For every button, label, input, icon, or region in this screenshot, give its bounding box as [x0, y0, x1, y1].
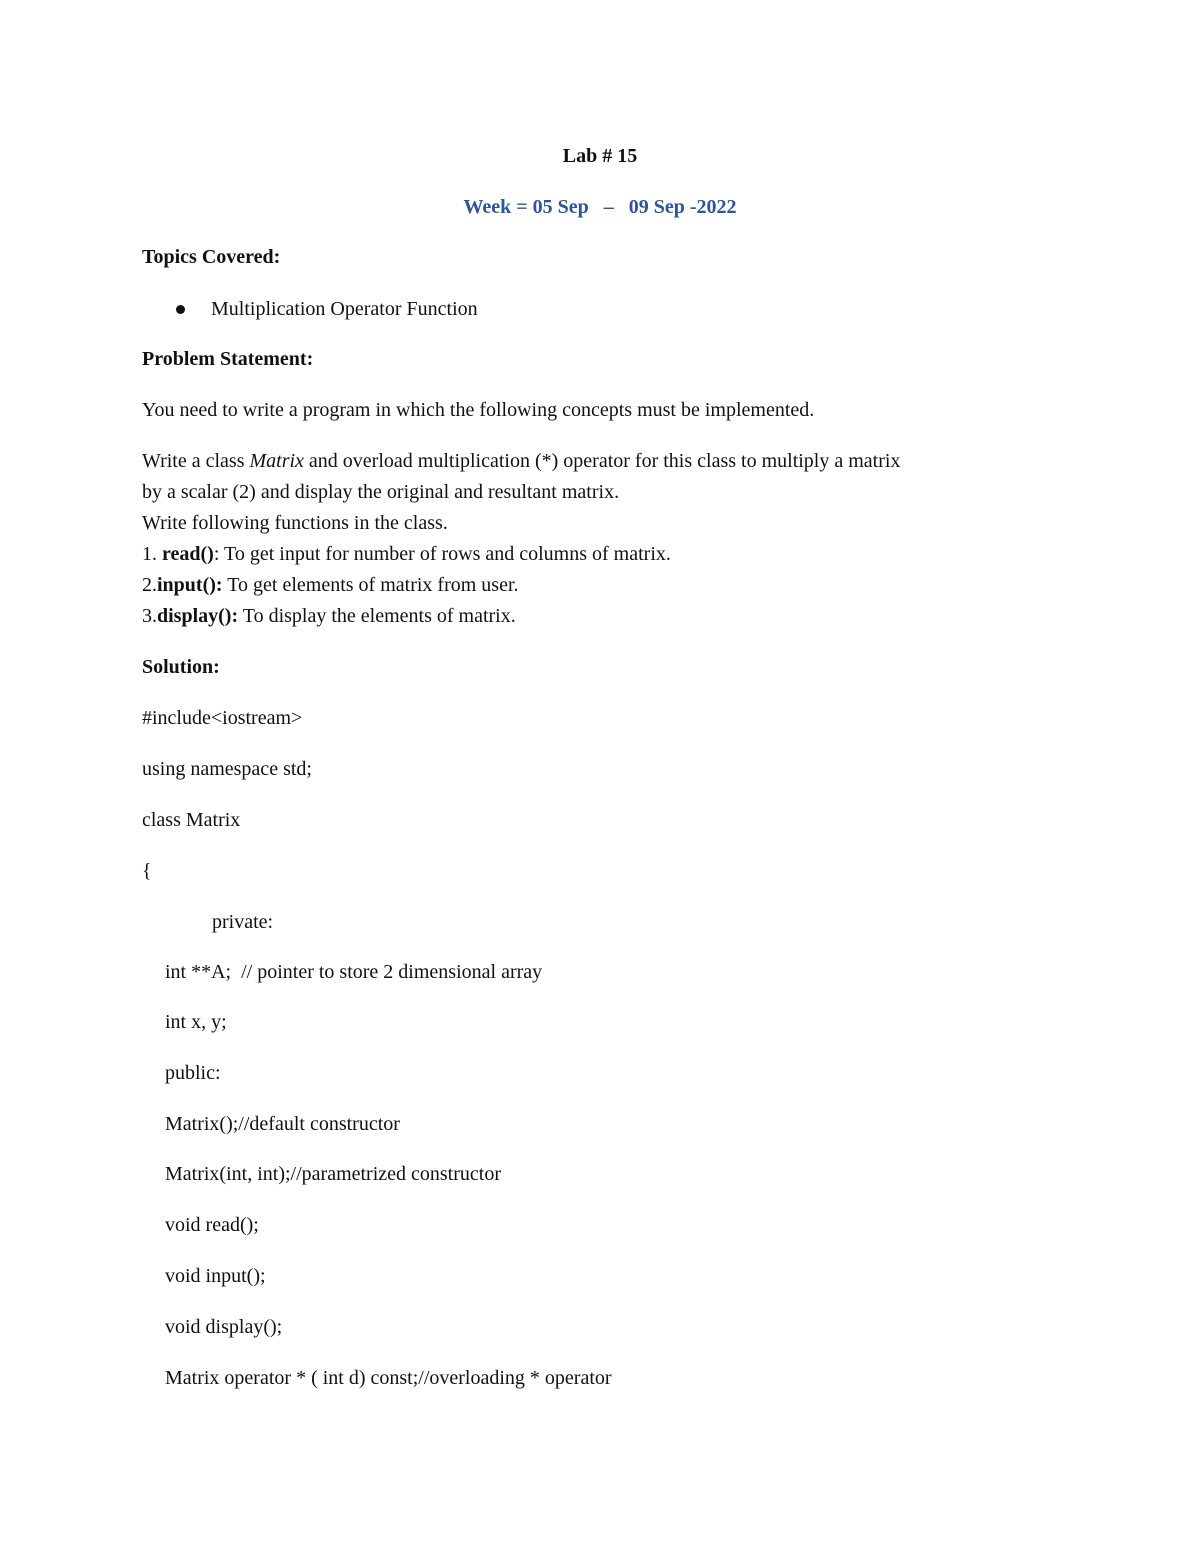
- function-name: input():: [157, 574, 223, 596]
- week-range: Week = 05 Sep – 09 Sep -2022: [463, 196, 737, 218]
- code-line: void display();: [165, 1316, 283, 1338]
- problem-description: [142, 449, 900, 473]
- function-name: read(): [162, 543, 214, 565]
- function-item: [142, 573, 519, 597]
- code-line: Matrix();//default constructor: [165, 1113, 400, 1135]
- function-text: To display the elements of matrix.: [238, 605, 516, 627]
- code-line: Matrix(int, int);//parametrized constructor: [165, 1163, 501, 1185]
- bullet-icon: [176, 305, 185, 314]
- class-name: Matrix: [249, 450, 304, 472]
- solution-heading: Solution:: [142, 656, 220, 678]
- problem-intro: You need to write a program in which the following concepts must be implemented.: [142, 399, 815, 421]
- topics-heading: Topics Covered:: [142, 246, 281, 268]
- function-text: : To get input for number of rows and columns of matrix.: [213, 543, 671, 565]
- code-line: {: [142, 860, 152, 882]
- code-line: void read();: [165, 1214, 259, 1236]
- function-text: To get elements of matrix from user.: [222, 574, 519, 596]
- description-suffix: and overload multiplication (*) operator for this class to multiply a matrix: [303, 450, 901, 472]
- description-prefix: Write a class: [142, 450, 250, 472]
- code-line: #include<iostream>: [142, 707, 303, 729]
- code-line: class Matrix: [142, 809, 241, 831]
- code-line: private:: [212, 911, 274, 933]
- function-number: 2.: [142, 574, 157, 596]
- topic-item: Multiplication Operator Function: [211, 298, 478, 320]
- lab-title: Lab # 15: [562, 145, 638, 167]
- code-line: Matrix operator * ( int d) const;//overloading * operator: [165, 1367, 612, 1389]
- function-item: [142, 542, 671, 566]
- functions-intro: Write following functions in the class.: [142, 512, 448, 534]
- code-line: public:: [165, 1062, 221, 1084]
- code-line: int x, y;: [165, 1011, 227, 1033]
- problem-heading: Problem Statement:: [142, 348, 314, 370]
- function-item: [142, 604, 516, 628]
- function-number: 1.: [142, 543, 162, 565]
- function-name: display():: [157, 605, 239, 627]
- code-line: void input();: [165, 1265, 266, 1287]
- code-line: using namespace std;: [142, 758, 312, 780]
- function-number: 3.: [142, 605, 157, 627]
- problem-description-line2: by a scalar (2) and display the original and resultant matrix.: [142, 481, 620, 503]
- code-line: int **A; // pointer to store 2 dimensional array: [165, 961, 543, 983]
